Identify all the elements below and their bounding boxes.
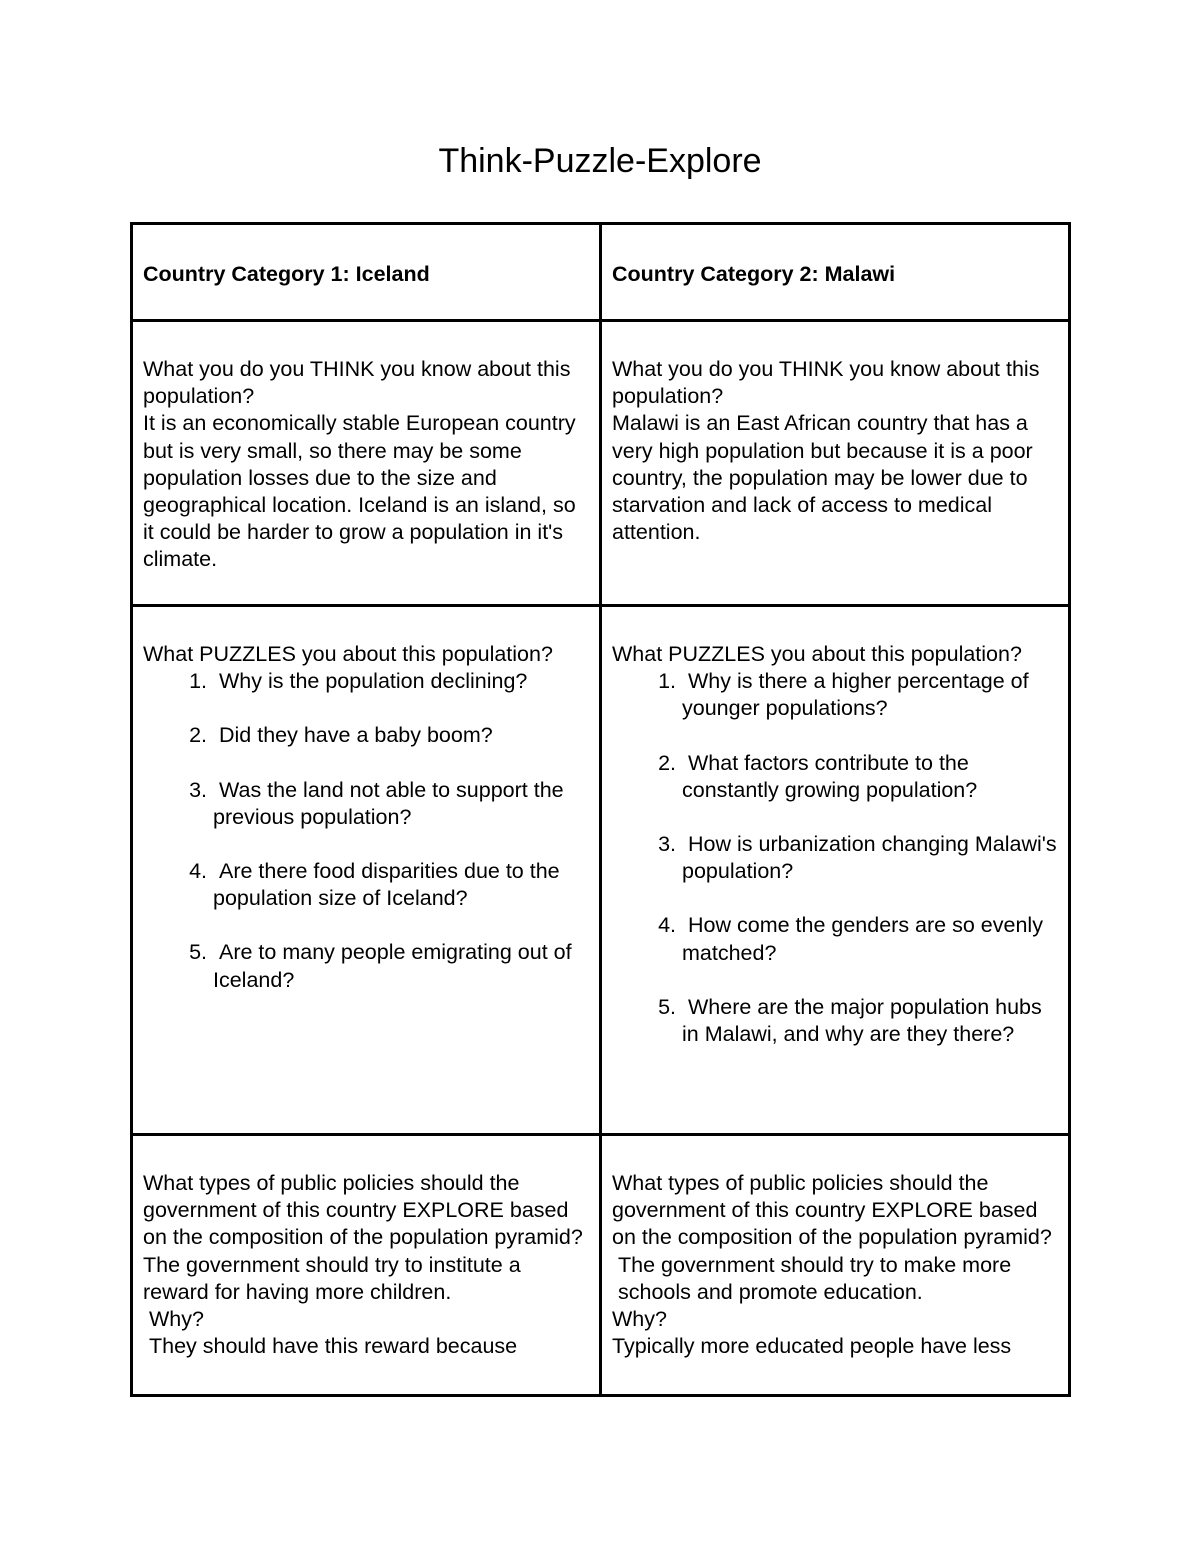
think-question: What you do you THINK you know about this population?: [612, 357, 1040, 409]
list-item: [213, 858, 589, 912]
why-label: Why?: [149, 1307, 204, 1332]
explore-question: What types of public policies should the government of this country EXPLORE based on the composition of the population pyramid?: [143, 1171, 583, 1250]
list-item-text: How come the genders are so evenly matched?: [682, 913, 1043, 965]
list-item: [682, 912, 1058, 966]
list-item-text: Are there food disparities due to the population size of Iceland?: [213, 859, 560, 911]
puzzle-cell-iceland: [132, 606, 601, 1135]
think-row: [132, 321, 1070, 606]
why-label: Why?: [612, 1307, 667, 1332]
list-item-text: Where are the major population hubs in Malawi, and why are they there?: [682, 994, 1042, 1047]
column-header: Country Category 1: Iceland: [143, 262, 430, 286]
header-cell-iceland: [132, 224, 601, 321]
explore-cell-iceland: [132, 1135, 601, 1396]
think-puzzle-explore-table: [130, 222, 1071, 1397]
explore-question: What types of public policies should the government of this country EXPLORE based on the composition of the population pyramid?: [612, 1171, 1052, 1250]
list-item: [213, 939, 589, 993]
think-cell-malawi: [601, 321, 1070, 606]
puzzle-list: [143, 668, 589, 994]
list-item-text: Why is the population declining?: [219, 669, 528, 694]
explore-answer: The government should try to institute a reward for having more children.: [143, 1252, 521, 1304]
puzzle-cell-malawi: [601, 606, 1070, 1135]
why-answer: Typically more educated people have less: [612, 1334, 1012, 1359]
puzzle-question: What PUZZLES you about this population?: [143, 642, 553, 666]
explore-cell-malawi: [601, 1135, 1070, 1396]
list-item: [213, 722, 589, 749]
think-answer: Malawi is an East African country that has a very high population but because it is a poor country, the population may be lower due to starvation and lack of access to medical attention.: [612, 411, 1033, 545]
header-row: [132, 224, 1070, 321]
think-cell-iceland: [132, 321, 601, 606]
puzzle-list: [612, 668, 1058, 1048]
page-title: Think-Puzzle-Explore: [438, 142, 762, 180]
why-answer: They should have this reward because: [149, 1334, 518, 1359]
list-item: [682, 668, 1058, 722]
list-item: [682, 994, 1058, 1048]
explore-row: [132, 1135, 1070, 1396]
list-item-text: Are to many people emigrating out of Iceland?: [213, 940, 572, 992]
explore-answer: The government should try to make more schools and promote education.: [618, 1252, 1012, 1304]
list-item-text: How is urbanization changing Malawi's population?: [682, 832, 1057, 884]
list-item: [682, 750, 1058, 804]
list-item-text: Was the land not able to support the previous population?: [213, 777, 564, 829]
list-item: [213, 777, 589, 831]
list-item-text: Why is there a higher percentage of younger populations?: [682, 669, 1029, 721]
list-item: [682, 831, 1058, 885]
puzzle-row: [132, 606, 1070, 1135]
list-item: [213, 668, 589, 695]
list-item-text: What factors contribute to the constantly growing population?: [682, 750, 978, 802]
puzzle-question: What PUZZLES you about this population?: [612, 642, 1022, 666]
think-question: What you do you THINK you know about this population?: [143, 357, 571, 409]
column-header: Country Category 2: Malawi: [612, 262, 896, 286]
header-cell-malawi: [601, 224, 1070, 321]
think-answer: It is an economically stable European country but is very small, so there may be some population losses due to the size and geographical location. Iceland is an island, so it could be harder to grow a population in it's climate.: [143, 411, 576, 572]
list-item-text: Did they have a baby boom?: [219, 723, 493, 748]
